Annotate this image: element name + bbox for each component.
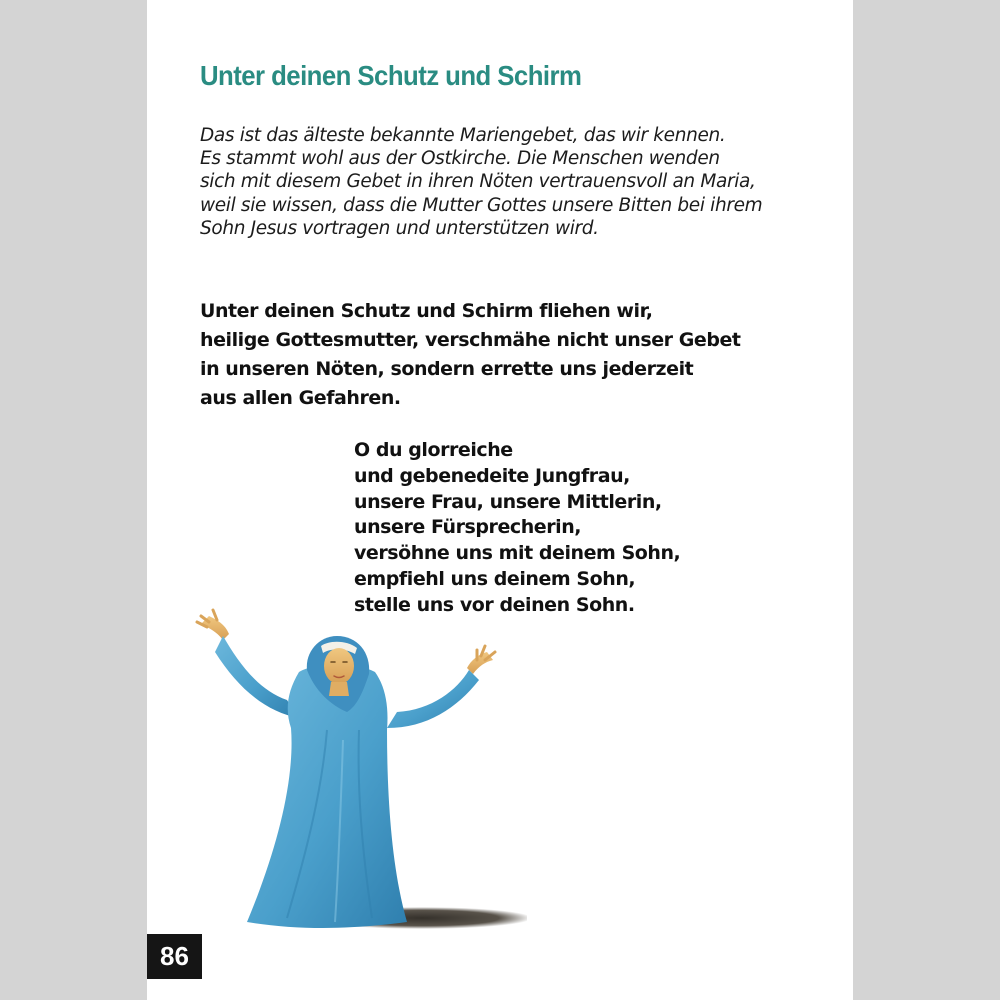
page-title: Unter deinen Schutz und Schirm xyxy=(200,60,582,91)
prayer-line: aus allen Gefahren. xyxy=(200,387,401,409)
book-page xyxy=(147,0,853,1000)
face xyxy=(324,648,354,684)
left-arm xyxy=(215,636,299,718)
intro-paragraph xyxy=(200,124,820,240)
prayer-line: heilige Gottesmutter, verschmähe nicht unser Gebet xyxy=(200,329,741,351)
prayer-line: Unter deinen Schutz und Schirm fliehen wir, xyxy=(200,300,653,322)
intro-line: weil sie wissen, dass die Mutter Gottes unsere Bitten bei ihrem xyxy=(200,194,763,216)
prayer2-line: unsere Fürsprecherin, xyxy=(354,516,582,539)
second-prayer-text xyxy=(354,438,680,619)
prayer-line: in unseren Nöten, sondern errette uns jederzeit xyxy=(200,358,694,380)
intro-line: Das ist das älteste bekannte Mariengebet, das wir kennen. xyxy=(200,125,726,146)
prayer2-line: versöhne uns mit deinem Sohn, xyxy=(354,542,681,565)
prayer-text xyxy=(200,297,741,413)
prayer2-line: O du glorreiche xyxy=(354,439,513,461)
right-arm xyxy=(387,670,479,728)
prayer2-line: und gebenedeite Jungfrau, xyxy=(354,464,630,487)
prayer2-line: unsere Frau, unsere Mittlerin, xyxy=(354,490,662,513)
intro-line: Es stammt wohl aus der Ostkirche. Die Menschen wenden xyxy=(200,148,720,170)
prayer2-line: empfiehl uns deinem Sohn, xyxy=(354,567,636,590)
intro-line: sich mit diesem Gebet in ihren Nöten vertrauensvoll an Maria, xyxy=(200,171,756,193)
mary-figure-illustration xyxy=(187,600,527,940)
prayer2-line: stelle uns vor deinen Sohn. xyxy=(354,593,635,616)
page-number: 86 xyxy=(147,934,202,979)
intro-line: Sohn Jesus vortragen und unterstützen wird. xyxy=(200,217,599,239)
